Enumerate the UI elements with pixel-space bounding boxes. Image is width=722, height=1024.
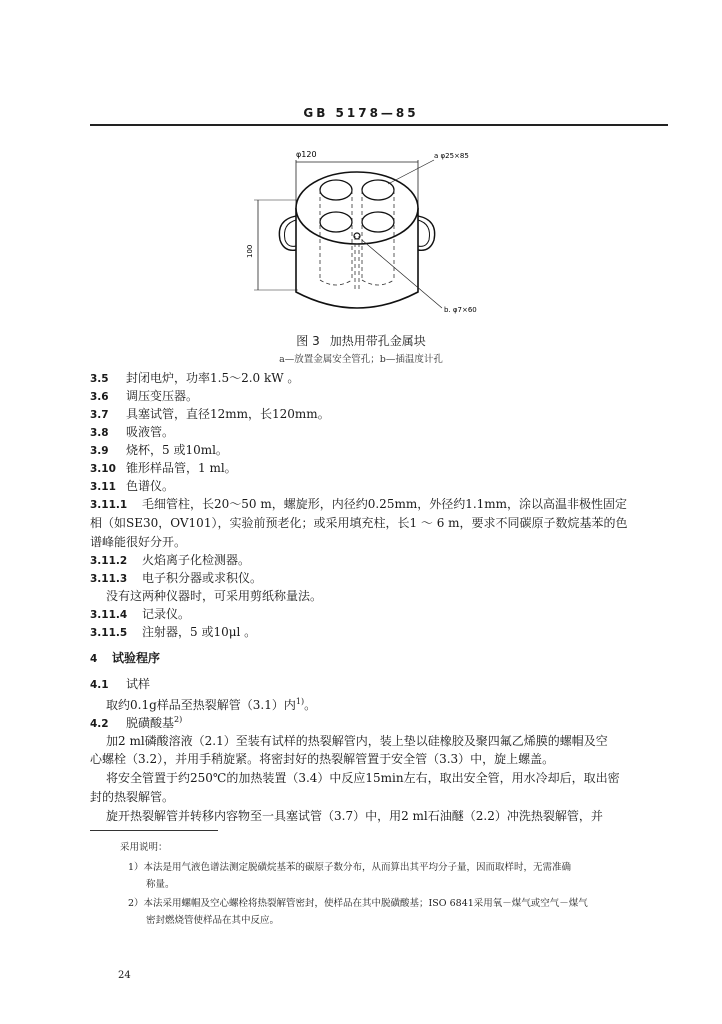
item-3-6 [90, 388, 670, 405]
item-number: 3.11.4 [90, 609, 128, 621]
para-4-2-p2-line1: 将安全管置于约250℃的加热装置（3.4）中反应15min左右，取出安全管，用水冷却后，取出密 [106, 771, 620, 785]
section-4-heading [90, 650, 670, 667]
footnote-rule [90, 830, 218, 831]
item-3-8 [90, 424, 670, 441]
footnote-ref-1[interactable]: 1) [295, 697, 305, 706]
item-3-9 [90, 442, 670, 459]
item-number: 3.9 [90, 445, 109, 457]
item-number: 3.5 [90, 373, 109, 385]
label-b: b. φ7×60 [444, 306, 477, 314]
item-3-11-3 [90, 570, 670, 587]
item-text: 烧杯，5 或10ml。 [126, 443, 228, 457]
item-3-11-4 [90, 606, 670, 623]
footnote-1-line1: 1）本法是用气液色谱法测定脱磺烷基苯的碳原子数分布，从而算出其平均分子量，因而取样时，无需准确 [128, 862, 572, 873]
footnote-2-line1: 2）本法采用螺帽及空心螺栓将热裂解管密封，使样品在其中脱磺酸基；ISO 6841采用氧－煤气或空气－煤气 [128, 898, 588, 909]
item-text: 色谱仪。 [126, 479, 175, 493]
para-end: 。 [304, 698, 317, 712]
item-text: 毛细管柱，长20～50 m，螺旋形，内径约0.25mm，外径约1.1mm，涂以高温非极性固定 [142, 497, 628, 511]
footnote-intro: 采用说明： [120, 842, 168, 853]
item-3-5 [90, 370, 670, 387]
item-text: 火焰离子化检测器。 [142, 553, 251, 567]
caption-label: 图 3 [296, 334, 320, 348]
dim-diameter-label: φ120 [296, 150, 317, 159]
item-3-10 [90, 460, 670, 477]
para-4-2-p3-line1: 旋开热裂解管并转移内容物至一具塞试管（3.7）中，用2 ml石油醚（2.2）冲洗热裂解管，并 [106, 809, 603, 823]
item-text: 封闭电炉，功率1.5～2.0 kW 。 [126, 371, 300, 385]
para-4-2-p2-line2: 封的热裂解管。 [90, 790, 175, 804]
item-3-11-1-line2: 相（如SE30，OV101），实验前预老化；或采用填充柱，长1 ～ 6 m，要求不同碳原子数烷基苯的色 [90, 516, 628, 530]
section-number: 4.1 [90, 679, 109, 691]
item-text: 记录仪。 [142, 607, 191, 621]
figure-legend: a—放置金属安全管孔；b—插温度计孔 [279, 354, 443, 365]
heading-4-2 [90, 712, 670, 732]
item-text: 调压变压器。 [126, 389, 199, 403]
header-rule [90, 124, 668, 126]
section-title: 脱磺酸基 [126, 716, 175, 730]
section-number: 4.2 [90, 718, 109, 730]
item-3-11-1-line3: 谱峰能很好分开。 [90, 535, 187, 549]
item-text: 电子积分器或求积仪。 [142, 571, 263, 585]
heading-4-1 [90, 676, 670, 693]
item-3-7 [90, 406, 670, 423]
page-number: 24 [118, 970, 131, 981]
footnote-1-line2: 称量。 [146, 879, 175, 890]
para-4-1 [106, 694, 686, 713]
item-number: 3.8 [90, 427, 109, 439]
item-text: 吸液管。 [126, 425, 175, 439]
item-3-11-2 [90, 552, 670, 569]
caption-title: 加热用带孔金属块 [329, 334, 426, 348]
item-text: 注射器，5 或10μl 。 [142, 625, 257, 639]
figure-caption [0, 332, 722, 349]
item-number: 3.11.1 [90, 499, 128, 511]
item-number: 3.11 [90, 481, 116, 493]
section-title: 试样 [126, 677, 151, 691]
section-title: 试验程序 [112, 651, 161, 665]
item-text: 锥形样品管，1 ml。 [126, 461, 237, 475]
item-3-11 [90, 478, 670, 495]
standard-header: GB 5178—85 [303, 106, 419, 120]
item-number: 3.6 [90, 391, 109, 403]
item-3-11-5 [90, 624, 670, 641]
item-number: 3.11.3 [90, 573, 128, 585]
item-number: 3.11.2 [90, 555, 128, 567]
para-4-2-p1-line2: 心螺栓（3.2），并用手稍旋紧。将密封好的热裂解管置于安全管（3.3）中，旋上螺盖。 [90, 752, 555, 766]
section-number: 4 [90, 653, 98, 665]
item-number: 3.10 [90, 463, 116, 475]
dim-height-label: 100 [246, 244, 254, 258]
item-text: 具塞试管，直径12mm，长120mm。 [126, 407, 330, 421]
item-number: 3.7 [90, 409, 109, 421]
para-4-2-p1-line1: 加2 ml磷酸溶液（2.1）至装有试样的热裂解管内，装上垫以硅橡胶及聚四氟乙烯膜的螺帽及空 [106, 734, 608, 748]
note-3-11-3: 没有这两种仪器时，可采用剪纸称量法。 [106, 589, 323, 603]
metal-block-figure [238, 140, 508, 330]
item-number: 3.11.5 [90, 627, 128, 639]
item-3-11-1-line1 [90, 496, 670, 513]
para-text: 取约0.1g样品至热裂解管（3.1）内 [106, 698, 296, 712]
footnote-2-line2: 密封燃烧管使样品在其中反应。 [146, 915, 280, 926]
footnote-ref-2[interactable]: 2) [174, 715, 183, 724]
label-a: a φ25×85 [434, 152, 469, 160]
